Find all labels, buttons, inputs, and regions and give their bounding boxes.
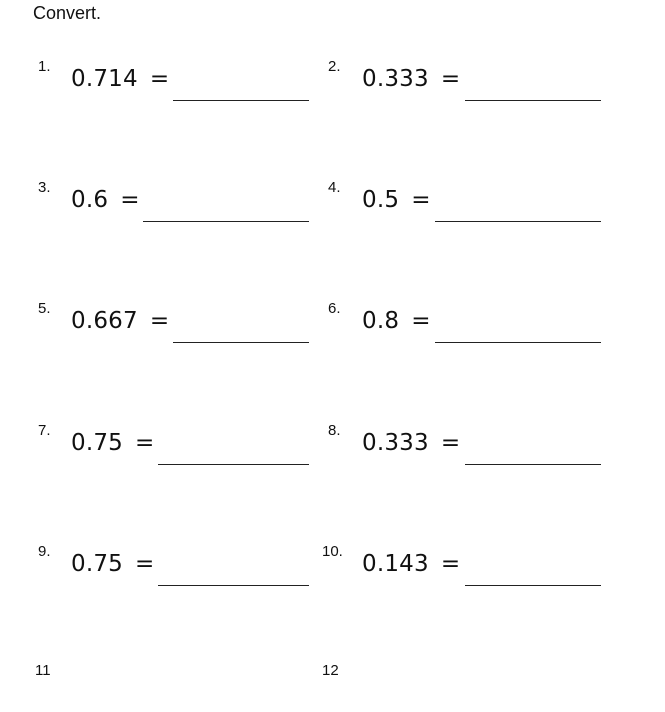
decimal-value: 0.75 bbox=[71, 551, 124, 577]
answer-blank[interactable] bbox=[435, 221, 601, 222]
answer-blank[interactable] bbox=[158, 585, 309, 586]
equals-sign: = bbox=[440, 551, 461, 577]
answer-blank[interactable] bbox=[158, 464, 309, 465]
decimal-value: 0.333 bbox=[362, 66, 429, 92]
answer-blank[interactable] bbox=[465, 585, 601, 586]
problem-expression bbox=[362, 187, 431, 213]
answer-blank[interactable] bbox=[435, 342, 601, 343]
equals-sign: = bbox=[120, 187, 140, 213]
equals-sign: = bbox=[411, 187, 431, 213]
problem-expression bbox=[71, 430, 155, 456]
problem-number: 11 bbox=[35, 662, 51, 679]
problem-expression bbox=[362, 551, 460, 577]
answer-blank[interactable] bbox=[173, 342, 309, 343]
equals-sign: = bbox=[149, 308, 170, 334]
equals-sign: = bbox=[440, 66, 461, 92]
problem-number: 9. bbox=[38, 543, 51, 560]
problem-expression bbox=[362, 308, 431, 334]
decimal-value: 0.5 bbox=[362, 187, 400, 213]
answer-blank[interactable] bbox=[173, 100, 309, 101]
equals-sign: = bbox=[149, 66, 170, 92]
answer-blank[interactable] bbox=[143, 221, 309, 222]
problem-number: 4. bbox=[328, 179, 341, 196]
decimal-value: 0.6 bbox=[71, 187, 109, 213]
equals-sign: = bbox=[440, 430, 461, 456]
answer-blank[interactable] bbox=[465, 464, 601, 465]
answer-blank[interactable] bbox=[465, 100, 601, 101]
problem-expression bbox=[362, 66, 460, 92]
equals-sign: = bbox=[135, 551, 155, 577]
equals-sign: = bbox=[411, 308, 431, 334]
problem-number: 1. bbox=[38, 58, 51, 75]
problem-number: 7. bbox=[38, 422, 51, 439]
problem-number: 5. bbox=[38, 300, 51, 317]
problem-number: 3. bbox=[38, 179, 51, 196]
problem-expression bbox=[71, 187, 140, 213]
problem-expression bbox=[71, 66, 169, 92]
decimal-value: 0.8 bbox=[362, 308, 400, 334]
problem-expression bbox=[71, 308, 169, 334]
decimal-value: 0.714 bbox=[71, 66, 138, 92]
decimal-value: 0.143 bbox=[362, 551, 429, 577]
problem-number: 8. bbox=[328, 422, 341, 439]
problem-expression bbox=[362, 430, 460, 456]
problem-number: 6. bbox=[328, 300, 341, 317]
problem-number: 2. bbox=[328, 58, 341, 75]
instruction-text: Convert. bbox=[33, 3, 102, 23]
decimal-value: 0.75 bbox=[71, 430, 124, 456]
decimal-value: 0.667 bbox=[71, 308, 138, 334]
equals-sign: = bbox=[135, 430, 155, 456]
problem-number: 10. bbox=[322, 543, 343, 560]
problem-expression bbox=[71, 551, 155, 577]
decimal-value: 0.333 bbox=[362, 430, 429, 456]
problem-number: 12 bbox=[322, 662, 339, 679]
